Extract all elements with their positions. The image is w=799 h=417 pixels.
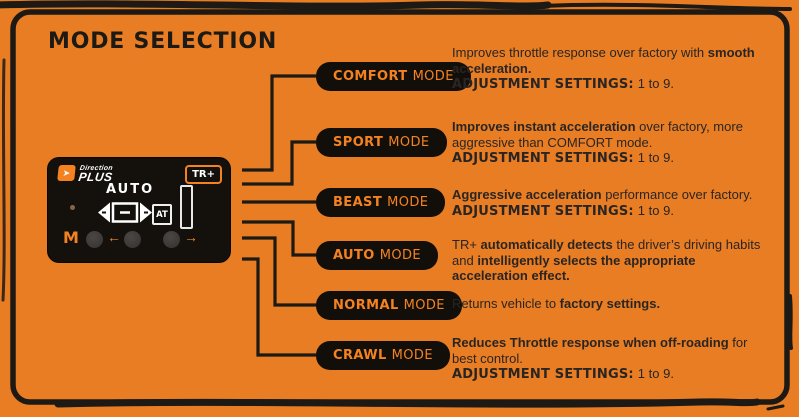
- description-text: Reduces Throttle response when off-roading for best control.: [452, 335, 748, 366]
- mode-word: MODE: [379, 248, 422, 263]
- connector-comfort: [242, 76, 316, 170]
- connector-normal: [242, 238, 316, 305]
- device-screen-mode-text: AUTO: [106, 182, 155, 197]
- mode-description-normal: [452, 296, 774, 312]
- right-arrow-icon: →: [184, 229, 198, 245]
- device-button-1: [86, 231, 103, 248]
- connector-crawl: [242, 259, 316, 355]
- adjustment-settings-label: ADJUSTMENT SETTINGS:: [452, 367, 634, 382]
- mode-description-auto: [452, 237, 774, 284]
- mode-name: SPORT: [333, 135, 384, 150]
- description-text: TR+ automatically detects the driver’s driving habits and intelligently selects the appropriate acceleration effect.: [452, 237, 761, 283]
- description-text: Returns vehicle to factory settings.: [452, 296, 661, 311]
- grunge-border-left-dash: [3, 60, 4, 300]
- grunge-border-top-stroke2: [540, 5, 790, 9]
- left-arrow-icon: ←: [107, 229, 121, 245]
- grunge-border-bottom-stroke: [58, 402, 757, 404]
- mode-pill-auto: [316, 241, 438, 270]
- mode-name: CRAWL: [333, 348, 387, 363]
- level-bar-icon: [180, 185, 193, 229]
- mode-pill-beast: [316, 188, 445, 217]
- mode-description-crawl: [452, 335, 774, 383]
- mode-word: MODE: [403, 298, 445, 313]
- description-text: Improves throttle response over factory with smooth acceleration.: [452, 45, 755, 76]
- connector-sport: [242, 142, 316, 184]
- mode-pill-sport: [316, 128, 447, 157]
- brand-direction: Direction: [79, 165, 114, 172]
- tr-plus-badge: TR+: [185, 165, 222, 184]
- brand-plus: PLUS: [77, 170, 114, 184]
- throttle-controller-device: [48, 158, 230, 262]
- mode-name: COMFORT: [333, 69, 408, 84]
- grunge-border-corner-dash: [768, 406, 783, 409]
- direction-plus-logo: [58, 165, 113, 183]
- m-button-label: M: [63, 228, 79, 247]
- mode-pill-crawl: [316, 341, 450, 370]
- page-title: MODE SELECTION: [48, 29, 278, 54]
- mode-word: MODE: [387, 195, 429, 210]
- status-led: [70, 205, 75, 210]
- grunge-border-right-dash: [790, 296, 791, 348]
- mode-name: BEAST: [333, 195, 383, 210]
- minus-plus-dpad-icon: [98, 199, 152, 226]
- adjustment-settings-label: ADJUSTMENT SETTINGS:: [452, 77, 634, 92]
- adjustment-settings-value: 1 to 9.: [637, 202, 674, 218]
- description-text: Aggressive acceleration performance over factory.: [452, 187, 753, 202]
- adjustment-settings-value: 1 to 9.: [637, 150, 674, 165]
- mode-pill-comfort: [316, 62, 471, 91]
- adjustment-settings-label: ADJUSTMENT SETTINGS:: [452, 151, 634, 166]
- device-button-3: [163, 231, 180, 248]
- mode-word: MODE: [388, 135, 430, 150]
- mode-description-beast: [452, 187, 774, 219]
- adjustment-settings-value: 1 to 9.: [637, 366, 674, 381]
- mode-name: NORMAL: [333, 298, 399, 313]
- grunge-border-top-stroke: [0, 4, 548, 6]
- mode-description-sport: [452, 119, 774, 167]
- adjustment-settings-value: 1 to 9.: [637, 76, 674, 91]
- adjustment-settings-label: ADJUSTMENT SETTINGS:: [452, 203, 634, 219]
- direction-plus-arrow-icon: ➤: [57, 165, 76, 181]
- mode-name: AUTO: [333, 248, 375, 263]
- mode-word: MODE: [391, 348, 433, 363]
- mode-pill-normal: [316, 291, 462, 320]
- description-text: Improves instant acceleration over factory, more aggressive than COMFORT mode.: [452, 119, 743, 150]
- at-indicator: AT: [152, 204, 172, 225]
- mode-description-comfort: [452, 45, 774, 93]
- mode-word: MODE: [412, 69, 454, 84]
- device-button-2: [124, 231, 141, 248]
- connector-auto: [242, 222, 316, 255]
